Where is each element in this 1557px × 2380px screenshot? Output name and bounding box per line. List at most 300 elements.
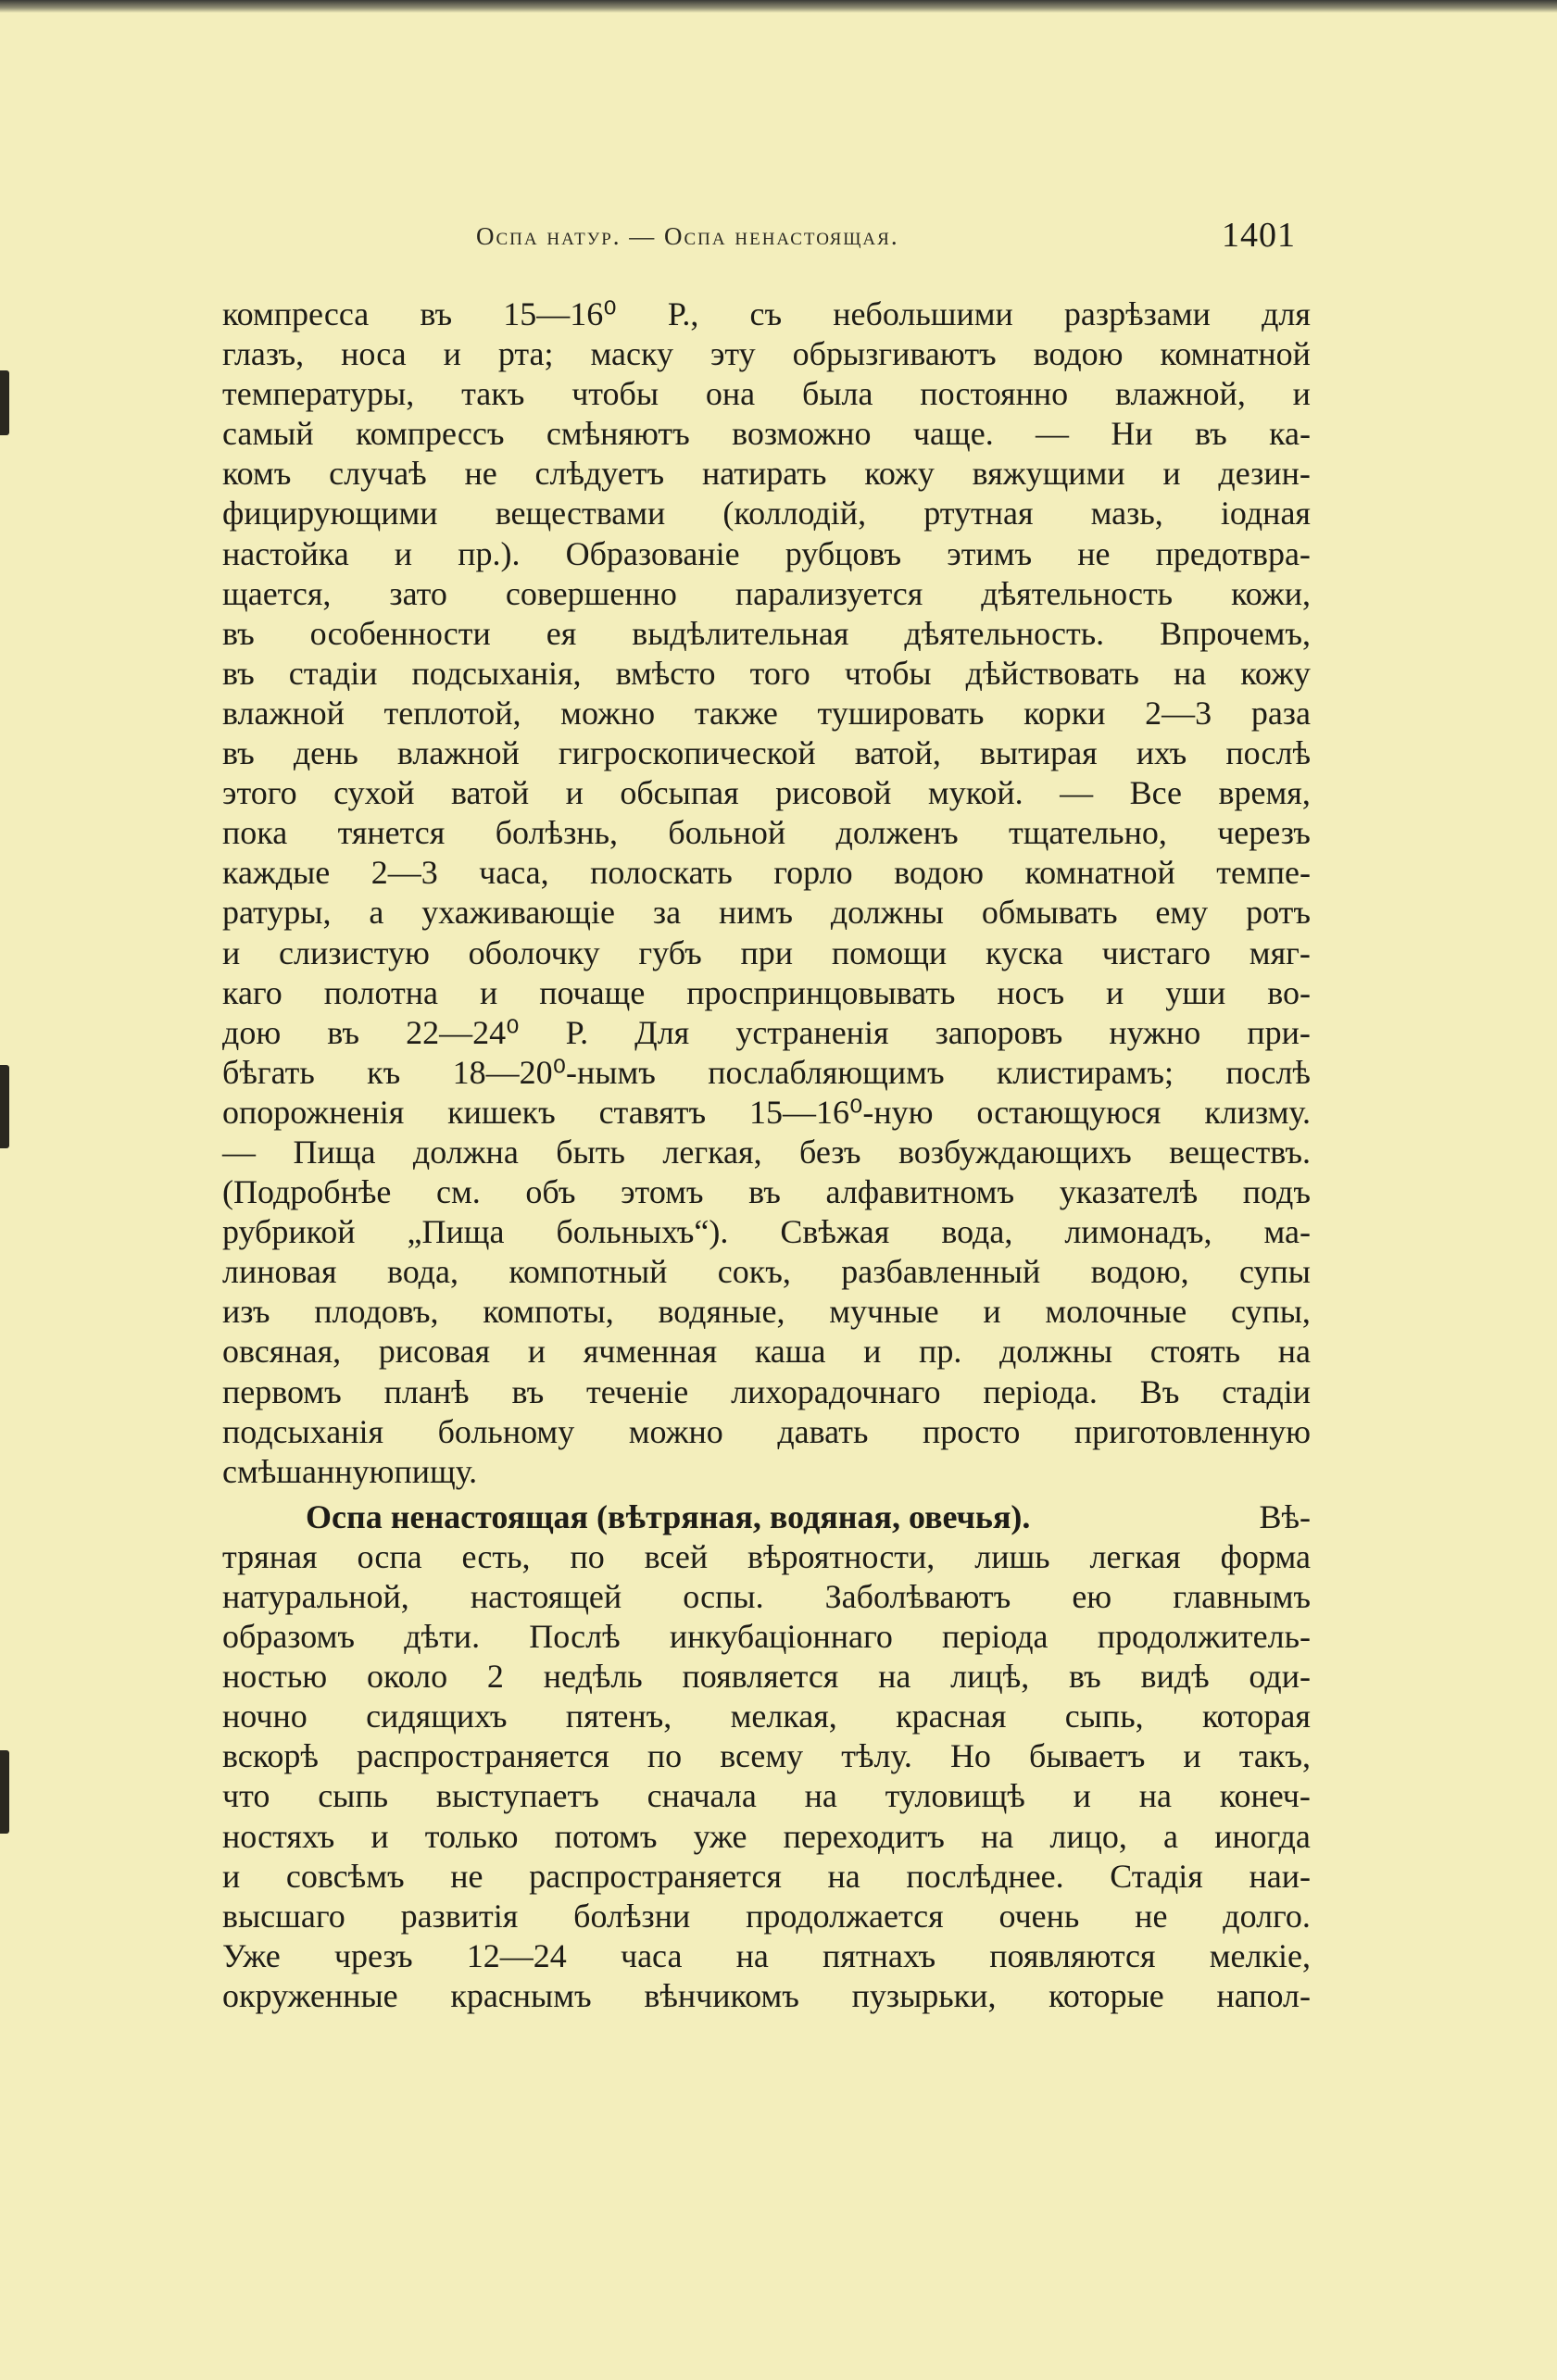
text-word: ихъ <box>1136 734 1187 772</box>
text-word: долго. <box>1223 1897 1311 1935</box>
text-word: окруженные <box>222 1976 398 2014</box>
text-word: — <box>1036 415 1070 453</box>
text-word: болѣзнь, <box>495 814 618 852</box>
text-word: водою <box>1033 335 1124 373</box>
text-word: не <box>450 1857 483 1895</box>
text-word: ма- <box>1263 1213 1311 1251</box>
binding-mark <box>0 1750 9 1834</box>
text-word: подсыханія, <box>411 654 582 692</box>
text-word: сухой <box>333 774 415 812</box>
text-word: продолжитель- <box>1097 1618 1311 1656</box>
text-word: больныхъ“). <box>556 1213 729 1251</box>
page-header <box>222 215 1311 261</box>
text-word: краснымъ <box>450 1976 592 2014</box>
text-word: парализуется <box>735 574 923 612</box>
text-word: на <box>878 1658 911 1696</box>
text-word: она <box>705 375 756 413</box>
text-line <box>222 1093 1311 1133</box>
text-word: „Пища <box>407 1213 505 1251</box>
text-word: вскорѣ <box>222 1737 319 1775</box>
text-word: и <box>565 774 584 812</box>
text-word: при- <box>1247 1013 1311 1051</box>
text-word: очень <box>998 1897 1080 1935</box>
text-word: — <box>222 1133 256 1171</box>
text-word: продолжается <box>746 1897 944 1935</box>
text-word: форма <box>1220 1537 1311 1575</box>
text-line <box>222 1776 1311 1816</box>
text-word: и <box>443 335 461 373</box>
text-word: компрессъ <box>355 415 505 453</box>
text-word: ночно <box>222 1697 308 1735</box>
text-line <box>222 1577 1311 1617</box>
text-word: красная <box>896 1697 1007 1735</box>
text-word: на <box>1277 1333 1311 1371</box>
text-word: послѣ <box>1225 734 1311 772</box>
text-word: каша <box>754 1333 826 1371</box>
text-word: въ <box>748 1173 781 1211</box>
text-word: вѣнчикомъ <box>644 1976 799 2014</box>
text-word: лицѣ, <box>950 1658 1030 1696</box>
text-word: вяжущими <box>972 455 1125 493</box>
text-word: Свѣжая <box>780 1213 890 1251</box>
text-word: совсѣмъ <box>285 1857 405 1895</box>
text-word: стоять <box>1149 1333 1241 1371</box>
text-word: водою, <box>1090 1253 1189 1291</box>
text-word: влажной <box>396 734 520 772</box>
text-word: влажной, <box>1114 375 1246 413</box>
text-word: пятнахъ <box>822 1936 936 1974</box>
text-word: иногда <box>1214 1817 1311 1855</box>
text-word: объ <box>525 1173 576 1211</box>
text-word: стадіи <box>1222 1372 1311 1410</box>
text-word: щается, <box>222 574 332 612</box>
text-line <box>222 1013 1311 1053</box>
text-word: каго <box>222 973 283 1011</box>
text-word: возбуждающихъ <box>898 1133 1132 1171</box>
text-word: не <box>1135 1897 1168 1935</box>
text-word: бываетъ <box>1029 1737 1146 1775</box>
text-word: мазь, <box>1090 495 1163 532</box>
text-word: также <box>694 694 778 732</box>
text-word: и <box>222 1857 241 1895</box>
text-word: фицирующими <box>222 495 438 532</box>
text-word: этого <box>222 774 297 812</box>
text-word: возможно <box>732 415 872 453</box>
text-line <box>222 1976 1311 2016</box>
text-word: іодная <box>1220 495 1311 532</box>
text-word: того <box>749 654 810 692</box>
text-word: на <box>981 1817 1014 1855</box>
text-word: и <box>1183 1737 1201 1775</box>
text-word: и <box>983 1293 1001 1331</box>
text-line <box>222 294 1311 334</box>
text-word: была <box>802 375 873 413</box>
text-word: а <box>1163 1817 1178 1855</box>
text-word: лимонадъ, <box>1064 1213 1212 1251</box>
text-word: температуры, <box>222 375 415 413</box>
text-word: случаѣ <box>329 455 427 493</box>
text-word: чистаго <box>1101 933 1212 971</box>
text-word: изъ <box>222 1293 270 1331</box>
text-word: такъ <box>461 375 525 413</box>
text-word: вмѣсто <box>615 654 716 692</box>
text-word: гигроскопической <box>558 734 816 772</box>
text-word: запоровъ <box>935 1013 1063 1051</box>
text-line <box>222 1817 1311 1857</box>
text-word: зато <box>389 574 447 612</box>
text-word: остающуюся <box>976 1093 1161 1131</box>
text-word: напол- <box>1216 1976 1311 2014</box>
text-word: можно <box>560 694 656 732</box>
text-word: больной <box>668 814 786 852</box>
text-word: лишь <box>974 1537 1050 1575</box>
text-word: тѣлу. <box>841 1737 912 1775</box>
text-word: вытирая <box>979 734 1098 772</box>
text-word: къ <box>367 1053 401 1091</box>
text-word: Образованіе <box>565 534 740 572</box>
page-number: 1401 <box>1222 216 1296 255</box>
text-word: 18—20⁰-нымъ <box>452 1053 656 1091</box>
text-word: водою <box>894 854 985 892</box>
text-word: дѣти. <box>404 1618 481 1656</box>
text-word: болѣзни <box>573 1897 691 1935</box>
text-word: супы, <box>1230 1293 1311 1331</box>
text-word: предотвра- <box>1155 534 1311 572</box>
text-line <box>222 733 1311 773</box>
text-word: носа <box>341 335 407 373</box>
text-word: оспы. <box>683 1578 764 1615</box>
text-word: пузырьки, <box>851 1976 997 2014</box>
text-word: клизму. <box>1204 1093 1311 1131</box>
text-line <box>222 1537 1311 1577</box>
text-word: появляются <box>989 1936 1156 1974</box>
text-word: рисовой <box>775 774 892 812</box>
text-word: въ <box>511 1372 545 1410</box>
text-word: 2—3 <box>1145 694 1212 732</box>
text-word: кожи, <box>1231 574 1311 612</box>
text-line <box>222 1936 1311 1976</box>
text-word: на <box>735 1936 769 1974</box>
text-word: 2—3 <box>370 854 438 892</box>
text-word: періода. <box>983 1372 1098 1410</box>
text-word: тщательно, <box>1008 814 1167 852</box>
text-word: планѣ <box>383 1372 470 1410</box>
text-word: (Подробнѣе <box>222 1173 392 1211</box>
text-word: мелкіе, <box>1209 1936 1311 1974</box>
text-line <box>222 1497 1311 1537</box>
text-word: образомъ <box>222 1618 356 1656</box>
text-word: сыпь, <box>1064 1697 1144 1735</box>
text-word: и <box>1292 375 1311 413</box>
text-line <box>222 614 1311 654</box>
text-word: Для <box>634 1013 690 1051</box>
text-word: помощи <box>831 933 948 971</box>
text-word: лицо, <box>1049 1817 1127 1855</box>
text-word: не <box>464 455 497 493</box>
text-word: первомъ <box>222 1372 342 1410</box>
text-word: горло <box>773 854 853 892</box>
text-word: натуральной, <box>222 1578 409 1615</box>
text-word: ухаживающіе <box>421 894 616 932</box>
text-word: мелкая, <box>730 1697 837 1735</box>
text-word: нужно <box>1109 1013 1201 1051</box>
text-word: видѣ <box>1140 1658 1210 1696</box>
text-word: Уже <box>222 1936 281 1974</box>
text-line <box>222 454 1311 494</box>
text-word: Вѣ- <box>1259 1497 1311 1535</box>
text-word: полоскать <box>590 854 733 892</box>
text-word: Ни <box>1111 415 1153 453</box>
text-word: рта; <box>497 335 554 373</box>
text-word: этимъ <box>947 534 1033 572</box>
text-line <box>222 1617 1311 1657</box>
binding-mark <box>0 370 9 435</box>
text-word: долженъ <box>835 814 959 852</box>
text-word: наи- <box>1249 1857 1311 1895</box>
text-word: слизистую <box>279 933 430 971</box>
text-word: въ <box>1069 1658 1101 1696</box>
text-word: комнатной <box>1024 854 1175 892</box>
text-word: пр. <box>919 1333 962 1371</box>
text-word: чтобы <box>844 654 932 692</box>
text-line <box>222 1133 1311 1172</box>
text-word: на <box>1138 1777 1172 1815</box>
text-word: послѣднее. <box>906 1857 1064 1895</box>
text-word: сидящихъ <box>366 1697 508 1735</box>
text-line <box>222 574 1311 614</box>
text-word: которые <box>1048 1976 1164 2014</box>
text-word: опорожненія <box>222 1093 405 1131</box>
text-word: ратуры, <box>222 894 332 932</box>
text-word: давать <box>777 1412 869 1450</box>
text-word: выступаетъ <box>435 1777 599 1815</box>
text-word: появляется <box>682 1658 839 1696</box>
text-word: нимъ <box>719 894 793 932</box>
text-word: распространяется <box>529 1857 782 1895</box>
text-word: Р., <box>667 295 699 332</box>
text-word: недѣль <box>543 1658 643 1696</box>
text-word: дезин- <box>1218 455 1311 493</box>
text-word: алфавитномъ <box>825 1173 1015 1211</box>
text-word: глазъ, <box>222 335 305 373</box>
text-word: стадіи <box>288 654 378 692</box>
text-word: и <box>479 973 498 1011</box>
text-word: обмывать <box>981 894 1118 932</box>
text-word: приготовленную <box>1074 1412 1311 1450</box>
text-word: пр.). <box>458 534 521 572</box>
text-word: особенности <box>309 614 491 652</box>
text-word: въ <box>327 1013 359 1051</box>
text-word: развитія <box>400 1897 519 1935</box>
text-word: Заболѣваютъ <box>824 1578 1011 1615</box>
text-word: по <box>647 1737 683 1775</box>
text-word: просто <box>922 1412 1021 1450</box>
text-word: дѣятельность <box>981 574 1174 612</box>
text-word: ея <box>546 614 577 652</box>
text-word: влажной <box>222 694 345 732</box>
text-word: 15—16⁰ <box>503 295 617 332</box>
text-word: черезъ <box>1217 814 1311 852</box>
text-word: высшаго <box>222 1897 345 1935</box>
text-word: мукой. <box>927 774 1023 812</box>
text-line <box>222 813 1311 853</box>
text-word: темпе- <box>1216 854 1311 892</box>
text-word: бѣгать <box>222 1053 315 1091</box>
text-word: раза <box>1250 694 1311 732</box>
text-word: конеч- <box>1219 1777 1311 1815</box>
text-word: день <box>293 734 358 772</box>
text-word: настоящей <box>470 1578 622 1615</box>
text-word: компотный <box>509 1253 668 1291</box>
text-line <box>222 694 1311 733</box>
text-word: слѣдуетъ <box>534 455 665 493</box>
text-word: послѣ <box>1225 1053 1311 1091</box>
text-line <box>222 1857 1311 1897</box>
text-word: на <box>804 1777 837 1815</box>
text-word: послабляющимъ <box>708 1053 945 1091</box>
text-word: супы <box>1239 1253 1311 1291</box>
text-word: тряная <box>222 1537 318 1575</box>
text-line <box>222 1736 1311 1776</box>
text-word: тушировать <box>817 694 985 732</box>
text-word: кишекъ <box>447 1093 556 1131</box>
text-word: небольшими <box>833 295 1013 332</box>
text-word: есть, <box>461 1537 531 1575</box>
text-word: распространяется <box>357 1737 609 1775</box>
text-word: устраненія <box>735 1013 889 1051</box>
text-word: и <box>222 933 241 971</box>
text-word: настойка <box>222 534 349 572</box>
text-word: ему <box>1155 894 1209 932</box>
text-word: оди- <box>1249 1658 1311 1696</box>
text-word: обсыпая <box>620 774 739 812</box>
text-word: эту <box>709 335 756 373</box>
text-word: указателѣ <box>1059 1173 1199 1211</box>
text-line <box>222 933 1311 973</box>
page-top-edge <box>0 0 1557 13</box>
text-word: водяные, <box>658 1293 785 1331</box>
text-word: подсыханія <box>222 1412 384 1450</box>
text-word: и <box>1162 455 1181 493</box>
text-line <box>222 494 1311 533</box>
text-word: кожу <box>864 455 935 493</box>
text-word: Стадія <box>1110 1857 1203 1895</box>
text-line <box>222 1053 1311 1093</box>
text-word: съ <box>749 295 783 332</box>
text-word: во- <box>1267 973 1311 1011</box>
text-word: для <box>1262 295 1311 332</box>
text-word: и <box>1106 973 1124 1011</box>
text-line <box>222 1697 1311 1736</box>
text-word: около <box>366 1658 448 1696</box>
text-word: что <box>222 1777 270 1815</box>
text-line <box>222 374 1311 414</box>
text-word: ею <box>1072 1578 1112 1615</box>
text-line <box>222 1452 1311 1492</box>
text-word: Но <box>949 1737 991 1775</box>
text-word: пищу. <box>394 1452 478 1490</box>
text-word: ставятъ <box>598 1093 707 1131</box>
text-word: Все <box>1129 774 1183 812</box>
text-word: рубцовъ <box>785 534 902 572</box>
text-word: сыпь <box>318 1777 389 1815</box>
text-word: веществами <box>495 495 666 532</box>
text-word: инкубаціоннаго <box>669 1618 893 1656</box>
text-line <box>222 1172 1311 1212</box>
text-word: оспа <box>357 1537 422 1575</box>
text-word: дѣятельность. <box>904 614 1105 652</box>
text-word: должны <box>830 894 944 932</box>
text-word: куска <box>985 933 1063 971</box>
running-head: Оспа натур. — Оспа ненастоящая. <box>476 222 899 250</box>
text-word: 12—24 <box>466 1936 567 1974</box>
text-word: въ <box>222 614 255 652</box>
text-word: ка- <box>1269 415 1311 453</box>
text-word: комъ <box>222 455 292 493</box>
text-word: 15—16⁰-ную <box>748 1093 934 1131</box>
text-word: такъ, <box>1238 1737 1311 1775</box>
text-word: комнатной <box>1160 335 1311 373</box>
text-word: чрезъ <box>333 1936 413 1974</box>
text-word: въ <box>222 734 255 772</box>
text-word: ватой, <box>854 734 941 772</box>
text-word: — <box>1060 774 1094 812</box>
text-word: ротъ <box>1246 894 1311 932</box>
text-word: время, <box>1218 774 1311 812</box>
text-line <box>222 414 1311 454</box>
text-line <box>222 893 1311 933</box>
text-word: сокъ, <box>717 1253 791 1291</box>
text-line <box>222 1212 1311 1252</box>
text-word: (коллодій, <box>722 495 867 532</box>
text-word: должна <box>412 1133 519 1171</box>
text-word: рубрикой <box>222 1213 356 1251</box>
text-line <box>222 773 1311 813</box>
text-word: клистирамъ; <box>996 1053 1174 1091</box>
text-word: въ <box>222 654 255 692</box>
text-word: Послѣ <box>529 1618 621 1656</box>
text-word: почаще <box>539 973 646 1011</box>
text-word: смѣняютъ <box>546 415 690 453</box>
text-word: совершенно <box>505 574 677 612</box>
text-word: часа <box>620 1936 683 1974</box>
text-word: выдѣлительная <box>632 614 849 652</box>
text-word: кожу <box>1240 654 1311 692</box>
text-word: ватой <box>450 774 530 812</box>
text-word: которая <box>1201 1697 1311 1735</box>
text-word: линовая <box>222 1253 337 1291</box>
text-word: разрѣзами <box>1063 295 1211 332</box>
text-word: за <box>652 894 682 932</box>
text-word: легкая, <box>662 1133 762 1171</box>
text-line <box>222 1252 1311 1292</box>
text-word: и <box>1073 1777 1091 1815</box>
text-word: пока <box>222 814 288 852</box>
text-word: рисовая <box>378 1333 491 1371</box>
text-word: постоянно <box>920 375 1069 413</box>
text-word: на <box>827 1857 860 1895</box>
text-word: чаще. <box>912 415 994 453</box>
text-word: въ <box>420 295 453 332</box>
text-word: часа, <box>479 854 549 892</box>
text-word: Впрочемъ, <box>1160 614 1311 652</box>
text-word: и <box>527 1333 546 1371</box>
text-word: всей <box>644 1537 709 1575</box>
text-word: мяг- <box>1249 933 1311 971</box>
text-word: переходитъ <box>783 1817 945 1855</box>
text-word: и <box>394 534 413 572</box>
text-word: носъ <box>997 973 1065 1011</box>
